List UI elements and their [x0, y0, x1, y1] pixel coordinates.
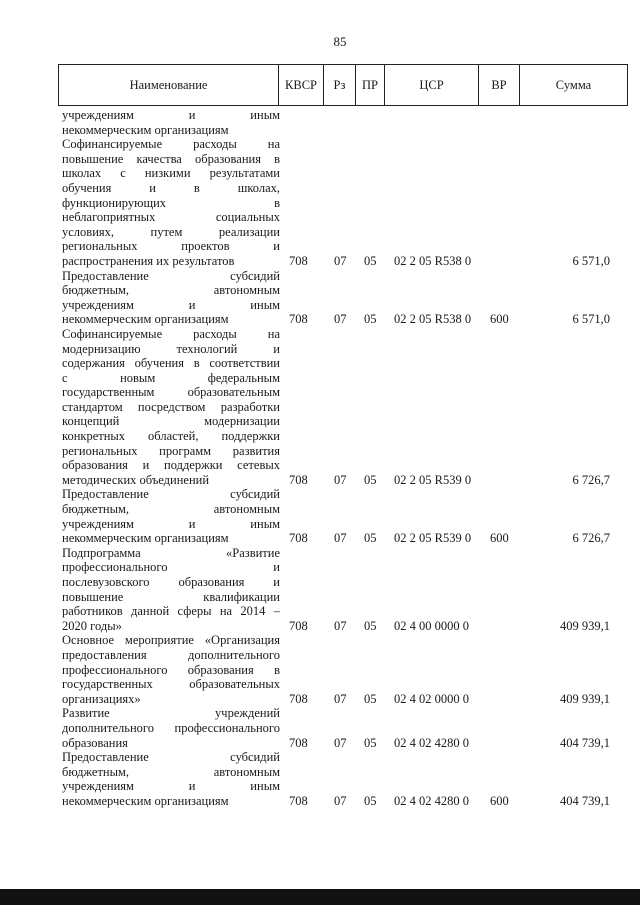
table-row — [0, 137, 640, 268]
row-name-line: региональных проектов и — [62, 239, 280, 254]
row-name-line: некоммерческим организациям — [62, 531, 229, 546]
cell-sum: 6 726,7 — [572, 472, 610, 487]
row-name — [62, 633, 280, 706]
header-csr: ЦСР — [385, 65, 479, 105]
cell-csr: 02 2 05 R538 0 — [394, 312, 472, 327]
row-name-line: функционирующих в — [62, 195, 280, 210]
header-rz: Рз — [324, 65, 356, 105]
row-name — [62, 108, 280, 137]
row-name-line: предоставления дополнительного — [62, 647, 280, 662]
row-name-line: бюджетным, автономным — [62, 764, 280, 779]
cell-pr: 05 — [364, 472, 377, 487]
row-name-line: образования и поддержки сетевых — [62, 458, 280, 473]
row-name-line: организациях» — [62, 691, 141, 706]
row-name-line: учреждениям и иным — [62, 779, 280, 794]
row-name-line: Предоставление субсидий — [62, 750, 280, 765]
cell-sum: 6 571,0 — [572, 253, 610, 268]
row-name-line: бюджетным, автономным — [62, 502, 280, 517]
cell-rz: 07 — [334, 735, 347, 750]
row-name-line: региональных программ развития — [62, 443, 280, 458]
header-name: Наименование — [59, 65, 279, 105]
cell-csr: 02 4 00 0000 0 — [394, 618, 469, 633]
page-number: 85 — [333, 34, 347, 49]
table-body — [0, 108, 640, 809]
row-name-line: обучения и в школах, — [62, 180, 280, 195]
table-row — [0, 750, 640, 808]
row-name-line: образования — [62, 735, 128, 750]
row-name-line: модернизацию технологий и — [62, 341, 280, 356]
row-name-line: Софинансируемые расходы на — [62, 137, 280, 152]
cell-kvsr: 708 — [289, 312, 308, 327]
table-row — [0, 108, 640, 137]
row-name-line: дополнительного профессионального — [62, 720, 280, 735]
row-name-line: с новым федеральным — [62, 370, 280, 385]
row-name — [62, 269, 280, 327]
table-row — [0, 487, 640, 545]
row-name-line: методических объединений — [62, 472, 210, 487]
cell-kvsr: 708 — [289, 618, 308, 633]
row-name-line: концепций модернизации — [62, 414, 280, 429]
cell-sum: 404 739,1 — [560, 793, 610, 808]
cell-pr: 05 — [364, 691, 377, 706]
cell-pr: 05 — [364, 531, 377, 546]
row-name — [62, 327, 280, 488]
cell-sum: 6 571,0 — [572, 312, 610, 327]
row-name-line: профессионального образования в — [62, 662, 280, 677]
row-name-line: Основное мероприятие «Организация — [62, 633, 280, 648]
cell-sum: 409 939,1 — [560, 618, 610, 633]
cell-sum: 6 726,7 — [572, 531, 610, 546]
row-name-line: содержания обучения в соответствии — [62, 356, 280, 371]
row-name-line: Развитие учреждений — [62, 706, 280, 721]
row-name — [62, 137, 280, 268]
cell-csr: 02 2 05 R538 0 — [394, 253, 472, 268]
cell-pr: 05 — [364, 253, 377, 268]
cell-rz: 07 — [334, 618, 347, 633]
table-row — [0, 269, 640, 327]
cell-rz: 07 — [334, 531, 347, 546]
row-name-line: Предоставление субсидий — [62, 268, 280, 283]
table-row — [0, 327, 640, 488]
cell-kvsr: 708 — [289, 253, 308, 268]
cell-pr: 05 — [364, 735, 377, 750]
cell-kvsr: 708 — [289, 793, 308, 808]
cell-vr: 600 — [490, 312, 509, 327]
row-name-line: некоммерческим организациям — [62, 122, 229, 137]
row-name-line: повышение квалификации — [62, 589, 280, 604]
cell-kvsr: 708 — [289, 691, 308, 706]
row-name-line: некоммерческим организациям — [62, 312, 229, 327]
cell-csr: 02 2 05 R539 0 — [394, 472, 472, 487]
scan-edge — [0, 889, 640, 905]
cell-rz: 07 — [334, 312, 347, 327]
header-kvsr: КВСР — [279, 65, 324, 105]
table-row — [0, 706, 640, 750]
cell-vr: 600 — [490, 531, 509, 546]
row-name-line: распространения их результатов — [62, 253, 235, 268]
cell-csr: 02 4 02 4280 0 — [394, 793, 469, 808]
row-name-line: работников данной сферы на 2014 – — [62, 604, 280, 619]
cell-pr: 05 — [364, 618, 377, 633]
row-name-line: профессионального и — [62, 560, 280, 575]
row-name-line: учреждениям и иным — [62, 297, 280, 312]
cell-pr: 05 — [364, 312, 377, 327]
cell-kvsr: 708 — [289, 735, 308, 750]
cell-csr: 02 2 05 R539 0 — [394, 531, 472, 546]
header-sum: Сумма — [555, 77, 592, 92]
row-name-line: 2020 годы» — [62, 618, 122, 633]
cell-rz: 07 — [334, 793, 347, 808]
row-name-line: некоммерческим организациям — [62, 793, 229, 808]
cell-vr: 600 — [490, 793, 509, 808]
cell-pr: 05 — [364, 793, 377, 808]
row-name-line: школах с низкими результатами — [62, 166, 280, 181]
row-name-line: Предоставление субсидий — [62, 487, 280, 502]
row-name-line: стандартом посредством разработки — [62, 399, 280, 414]
cell-rz: 07 — [334, 472, 347, 487]
row-name-line: бюджетным, автономным — [62, 283, 280, 298]
row-name-line: повышение качества образования в — [62, 151, 280, 166]
row-name-line: неблагоприятных социальных — [62, 210, 280, 225]
cell-rz: 07 — [334, 691, 347, 706]
cell-kvsr: 708 — [289, 472, 308, 487]
cell-sum: 409 939,1 — [560, 691, 610, 706]
row-name-line: учреждениям и иным — [62, 108, 280, 122]
row-name-line: учреждениям и иным — [62, 516, 280, 531]
row-name-line: послевузовского образования и — [62, 575, 280, 589]
table-row — [0, 546, 640, 634]
row-name — [62, 546, 280, 634]
cell-kvsr: 708 — [289, 531, 308, 546]
row-name-line: условиях, путем реализации — [62, 224, 280, 239]
cell-rz: 07 — [334, 253, 347, 268]
row-name-line: государственным образовательным — [62, 385, 280, 400]
row-name-line: Софинансируемые расходы на — [62, 326, 280, 341]
header-pr: ПР — [356, 65, 385, 105]
row-name-line: Подпрограмма «Развитие — [62, 545, 280, 560]
header-vr: ВР — [479, 65, 520, 105]
row-name — [62, 487, 280, 545]
cell-csr: 02 4 02 4280 0 — [394, 735, 469, 750]
row-name — [62, 706, 280, 750]
row-name — [62, 750, 280, 808]
cell-sum: 404 739,1 — [560, 735, 610, 750]
table-header — [58, 64, 628, 106]
table-row — [0, 633, 640, 706]
row-name-line: конкретных областей, поддержки — [62, 429, 280, 444]
cell-csr: 02 4 02 0000 0 — [394, 691, 469, 706]
row-name-line: государственных образовательных — [62, 677, 280, 692]
